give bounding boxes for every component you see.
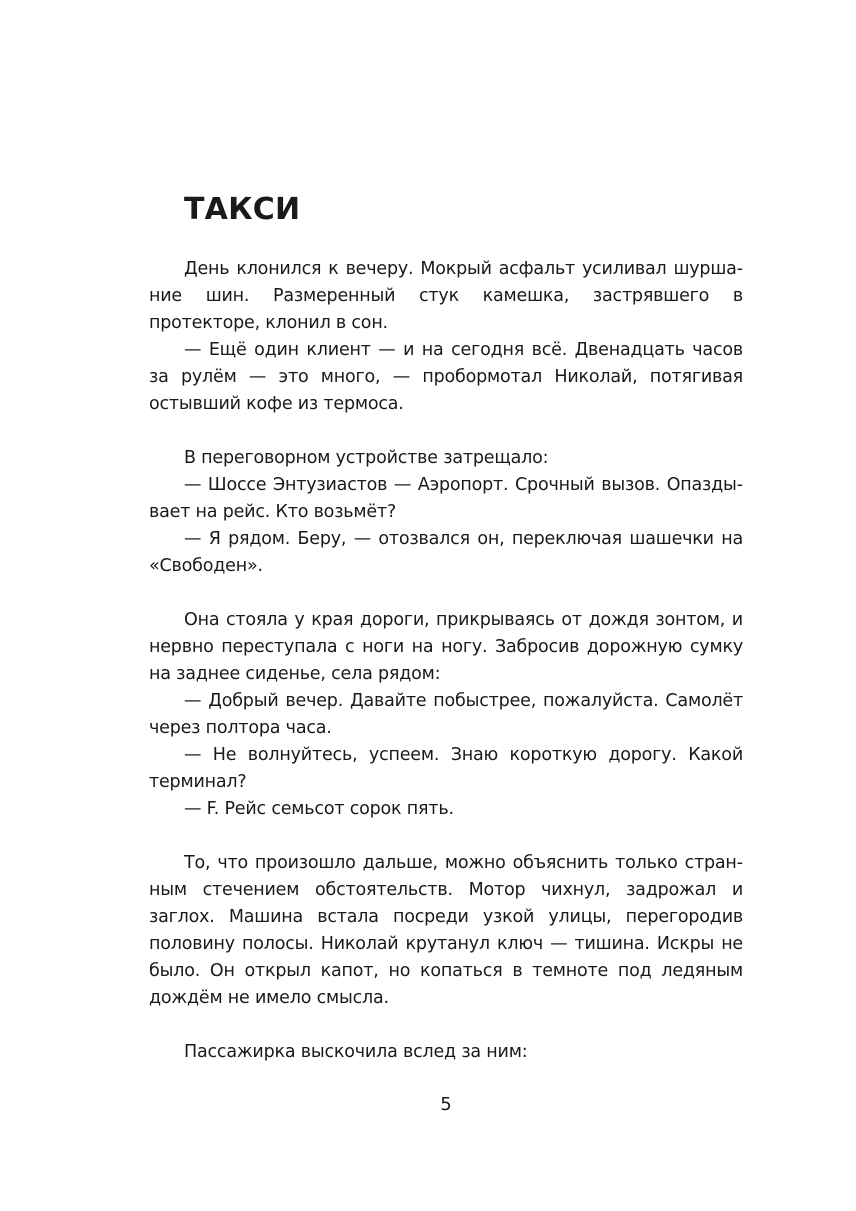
paragraph: — Не волнуйтесь, успеем. Знаю короткую дорогу. Какой терминал? — [149, 745, 743, 792]
paragraph: Пассажирка выскочила вслед за ним: — [184, 1042, 528, 1062]
paragraph: — Добрый вечер. Давайте побыстрее, пожалуйста. Самолёт через полтора часа. — [149, 691, 743, 738]
paragraph: — Я рядом. Беру, — отозвался он, переключая шашечки на «Свободен». — [149, 529, 743, 576]
paragraph: Она стояла у края дороги, прикрываясь от дождя зонтом, и нервно переступала с ноги на ногу. Забросив дорожную сумку на заднее сиденье, села рядом: — [149, 610, 743, 684]
chapter-text — [149, 256, 743, 1066]
paragraph: День клонился к вечеру. Мокрый асфальт усиливал шуршание шин. Размеренный стук камешка, застрявшего в протекторе, клонил в сон. — [149, 259, 743, 333]
page-number: 5 — [440, 1094, 452, 1115]
chapter-title: ТАКСИ — [184, 192, 301, 227]
paragraph: То, что произошло дальше, можно объяснить только странным стечением обстоятельств. Мотор чихнул, задрожал и заглох. Машина встала посреди узкой улицы, перегородив половину полосы. Николай крутанул ключ — тишина. Искры не было. Он открыл капот, но копаться в темноте под ледяным дождём не имело смысла. — [149, 853, 743, 1008]
paragraph: — Шоссе Энтузиастов — Аэропорт. Срочный вызов. Опаздывает на рейс. Кто возьмёт? — [149, 475, 743, 522]
paragraph: В переговорном устройстве затрещало: — [184, 448, 549, 468]
paragraph: — Ещё один клиент — и на сегодня всё. Двенадцать часов за рулём — это много, — пробормотал Николай, потягивая остывший кофе из термоса. — [149, 340, 743, 414]
paragraph: — F. Рейс семьсот сорок пять. — [184, 799, 454, 819]
